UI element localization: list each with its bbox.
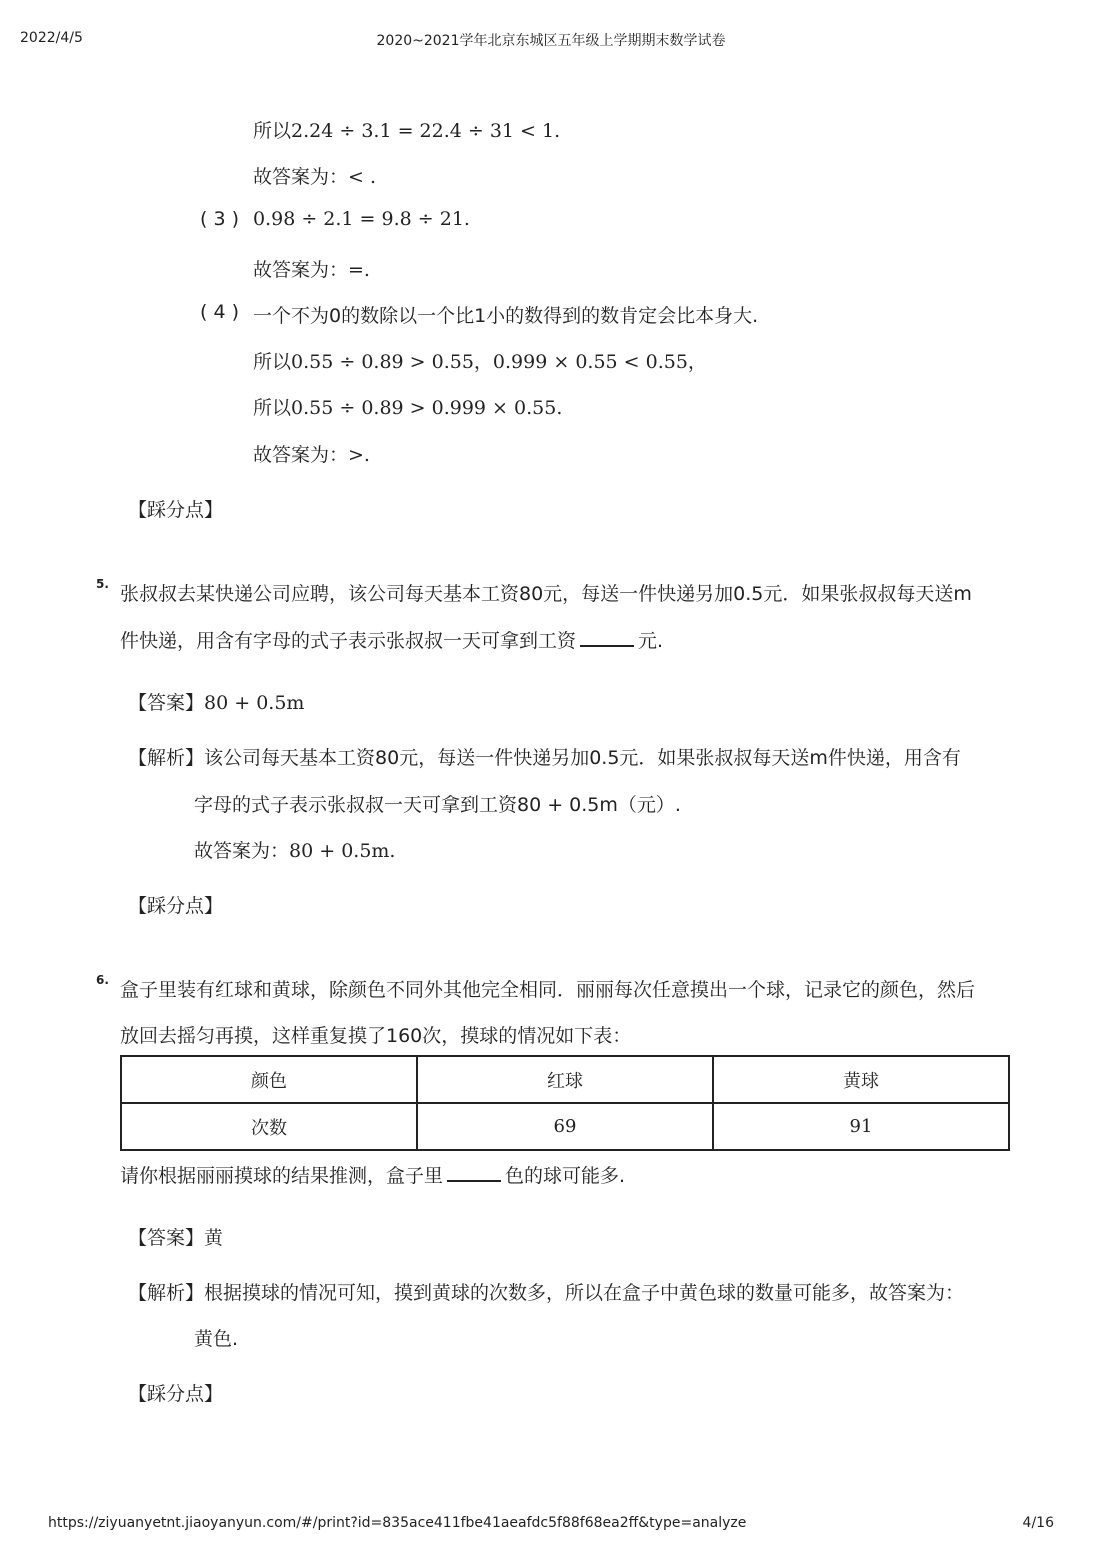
solution-line: 故答案为：>. <box>253 444 370 466</box>
solution-line: 故答案为：< . <box>253 166 377 188</box>
solution-line: 一个不为0的数除以一个比1小的数得到的数肯定会比本身大. <box>253 305 759 327</box>
document-title: 2020~2021学年北京东城区五年级上学期期末数学试卷 <box>376 33 726 49</box>
table-cell: 次数 <box>121 1103 417 1150</box>
sub-question-label: ( 3 ) <box>200 208 239 230</box>
answer-value: 80 + 0.5m <box>204 692 305 714</box>
table-cell: 红球 <box>417 1056 713 1103</box>
analysis-line: 黄色. <box>194 1328 239 1350</box>
table-row <box>121 1103 1009 1150</box>
answer-blank <box>580 629 634 647</box>
answer-line: 【答案】黄 <box>128 1227 224 1249</box>
table-cell: 颜色 <box>121 1056 417 1103</box>
scoring-points-label: 【踩分点】 <box>128 895 224 917</box>
solution-line: 所以0.55 ÷ 0.89 > 0.999 × 0.55. <box>253 397 563 419</box>
table-cell: 黄球 <box>713 1056 1009 1103</box>
analysis-line: 【解析】该公司每天基本工资80元，每送一件快递另加0.5元．如果张叔叔每天送m件快递，用含有 <box>128 747 961 769</box>
question-number: 5. <box>96 577 109 591</box>
print-date: 2022/4/5 <box>20 30 83 46</box>
question-text: 放回去摇匀再摸，这样重复摸了160次，摸球的情况如下表： <box>120 1025 632 1047</box>
table-cell: 69 <box>417 1103 713 1150</box>
question-text: 张叔叔去某快递公司应聘，该公司每天基本工资80元，每送一件快递另加0.5元．如果张叔叔每天送m <box>120 583 972 605</box>
analysis-line: 故答案为：80 + 0.5m. <box>194 840 396 862</box>
scoring-points-label: 【踩分点】 <box>128 499 224 521</box>
answer-value: 黄 <box>204 1227 224 1249</box>
page-number: 4/16 <box>1022 1515 1054 1531</box>
solution-line: 所以2.24 ÷ 3.1 = 22.4 ÷ 31 < 1. <box>253 120 561 142</box>
question-number: 6. <box>96 973 109 987</box>
sub-question-label: ( 4 ) <box>200 301 239 323</box>
question-text: 盒子里装有红球和黄球，除颜色不同外其他完全相同．丽丽每次任意摸出一个球，记录它的颜色，然后 <box>120 979 976 1001</box>
observation-table <box>120 1055 1010 1151</box>
table-cell: 91 <box>713 1103 1009 1150</box>
question-text: 请你根据丽丽摸球的结果推测，盒子里 色的球可能多. <box>120 1165 626 1187</box>
analysis-line: 【解析】根据摸球的情况可知，摸到黄球的次数多，所以在盒子中黄色球的数量可能多，故答案为： <box>128 1282 965 1304</box>
analysis-line: 字母的式子表示张叔叔一天可拿到工资80 + 0.5m（元）. <box>194 794 681 816</box>
solution-line: 0.98 ÷ 2.1 = 9.8 ÷ 21. <box>253 208 470 230</box>
solution-line: 故答案为：=. <box>253 259 370 281</box>
scoring-points-label: 【踩分点】 <box>128 1383 224 1405</box>
answer-blank <box>447 1164 501 1182</box>
page-url: https://ziyuanyetnt.jiaoyanyun.com/#/print?id=835ace411fbe41aeafdc5f88f68ea2ff&type=analyze <box>48 1515 747 1531</box>
table-row <box>121 1056 1009 1103</box>
solution-line: 所以0.55 ÷ 0.89 > 0.55，0.999 × 0.55 < 0.55， <box>253 351 707 373</box>
answer-line: 【答案】80 + 0.5m <box>128 692 305 714</box>
question-text: 件快递，用含有字母的式子表示张叔叔一天可拿到工资 元. <box>120 630 664 652</box>
